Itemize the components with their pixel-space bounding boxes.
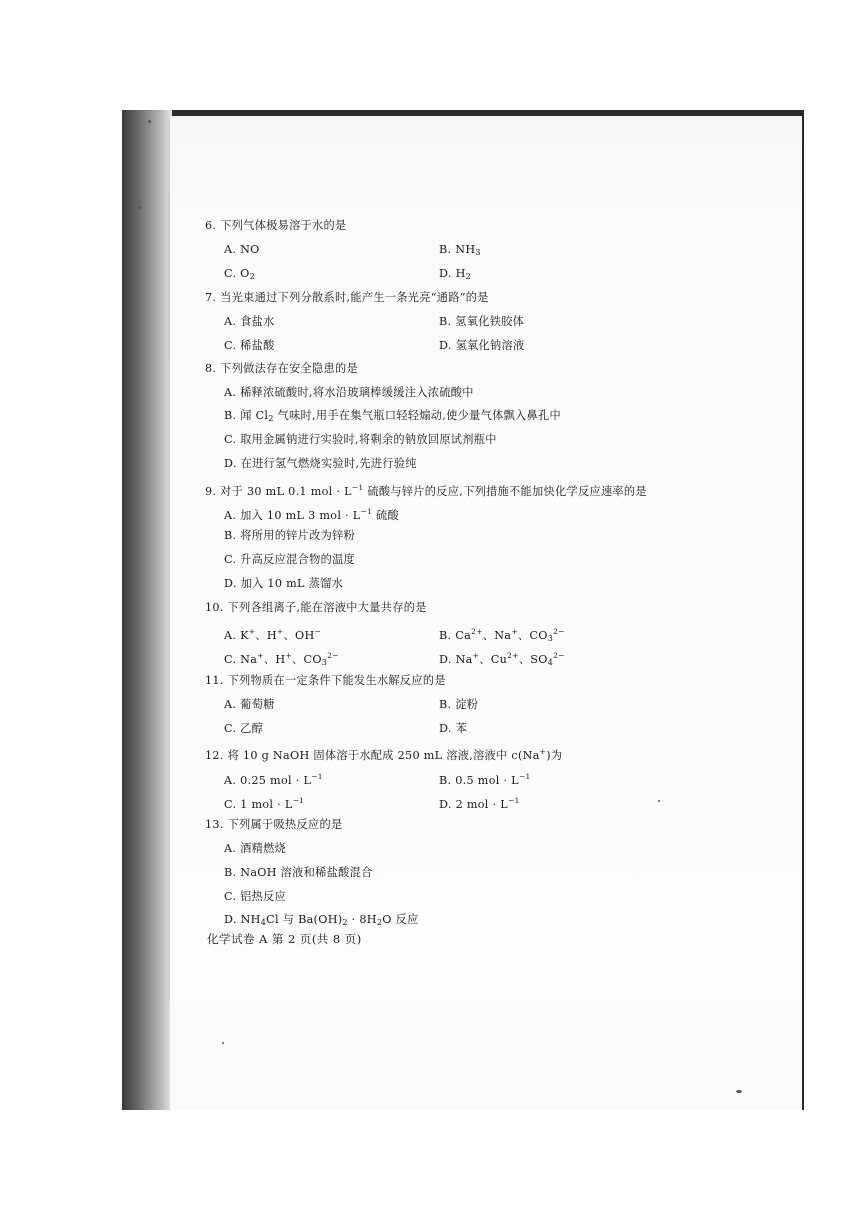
option-12b: B. 0.5 mol · $L^{-1}$ — [439, 772, 531, 787]
option-9a: A. 加入 10 mL 3 mol · $L^{-1}$ 硫酸 — [224, 507, 400, 522]
option-13d: D. $NH_4Cl$ 与 $Ba(OH)_2 \cdot 8H_2O$ 反应 — [224, 913, 419, 927]
option-6d: D. $H_2$ — [439, 267, 472, 281]
question-13 — [205, 818, 342, 832]
question-number: 10. — [205, 601, 224, 614]
option-8a: A. 稀释浓硫酸时,将水沿玻璃棒缓缓注入浓硫酸中 — [224, 386, 474, 399]
scan-speck — [138, 206, 141, 209]
option-10b: B. $Ca^{2+}$、Na+、$CO_3^{2-}$ — [439, 627, 565, 643]
option-12d: D. 2 mol · $L^{-1}$ — [439, 796, 520, 811]
scan-speck — [222, 1042, 224, 1044]
question-number: 13. — [205, 818, 224, 831]
question-number: 12. — [205, 749, 224, 762]
scan-speck — [658, 800, 660, 802]
scan-speck — [148, 120, 151, 123]
question-number: 7. — [205, 291, 217, 304]
question-6 — [205, 219, 347, 233]
question-stem: 将 10 g NaOH 固体溶于水配成 250 mL 溶液,溶液中 c(Na+)为 — [227, 747, 563, 762]
option-11a: A. 葡萄糖 — [224, 698, 275, 711]
option-6b: B. $NH_3$ — [439, 243, 481, 257]
option-11d: D. 苯 — [439, 722, 468, 735]
option-9b: B. 将所用的锌片改为锌粉 — [224, 529, 356, 542]
option-7d: D. 氢氧化钠溶液 — [439, 339, 525, 352]
option-11b: B. 淀粉 — [439, 698, 479, 711]
scan-shadow-edge — [122, 110, 172, 1110]
option-8d: D. 在进行氢气燃烧实验时,先进行验纯 — [224, 457, 417, 470]
option-10c: C. Na+、H+、$CO_3^{2-}$ — [224, 651, 339, 667]
option-11c: C. 乙醇 — [224, 722, 264, 735]
question-9 — [205, 481, 647, 499]
option-6a: A. NO — [224, 243, 260, 256]
option-9d: D. 加入 10 mL 蒸馏水 — [224, 577, 344, 590]
question-stem: 下列气体极易溶于水的是 — [220, 219, 347, 232]
scan-bottom-area — [170, 998, 802, 1110]
page-footer: 化学试卷 A 第 2 页(共 8 页) — [207, 932, 362, 946]
option-7b: B. 氢氧化铁胶体 — [439, 315, 525, 328]
question-stem: 对于 30 mL 0.1 mol · $L^{-1}$ 硫酸与锌片的反应,下列措施不能加快化学反应速率的是 — [220, 483, 647, 498]
option-13a: A. 酒精燃烧 — [224, 842, 287, 855]
question-12 — [205, 745, 562, 763]
option-13b: B. NaOH 溶液和稀盐酸混合 — [224, 866, 373, 879]
question-stem: 下列物质在一定条件下能发生水解反应的是 — [227, 674, 446, 687]
question-number: 11. — [205, 674, 224, 687]
question-8 — [205, 362, 358, 376]
question-stem: 下列做法存在安全隐患的是 — [220, 362, 358, 375]
question-stem: 下列属于吸热反应的是 — [227, 818, 343, 831]
option-10a: A. K+、H+、OH− — [224, 627, 322, 642]
question-7 — [205, 291, 489, 305]
option-13c: C. 铝热反应 — [224, 890, 287, 903]
option-8c: C. 取用金属钠进行实验时,将剩余的钠放回原试剂瓶中 — [224, 433, 497, 446]
option-7a: A. 食盐水 — [224, 315, 275, 328]
question-stem: 下列各组离子,能在溶液中大量共存的是 — [227, 601, 427, 614]
question-number: 9. — [205, 485, 217, 498]
option-8b: B. 闻 $Cl_2$ 气味时,用手在集气瓶口轻轻煽动,使少量气体飘入鼻孔中 — [224, 409, 561, 423]
option-10d: D. Na+、$Cu^{2+}$、$SO_4^{2-}$ — [439, 651, 565, 667]
scan-speck — [736, 1090, 742, 1093]
option-12a: A. 0.25 mol · $L^{-1}$ — [224, 772, 323, 787]
option-7c: C. 稀盐酸 — [224, 339, 275, 352]
question-number: 8. — [205, 362, 217, 375]
question-stem: 当光束通过下列分散系时,能产生一条光亮“通路”的是 — [220, 291, 489, 304]
question-10 — [205, 601, 427, 615]
option-6c: C. $O_2$ — [224, 267, 256, 281]
option-12c: C. 1 mol · $L^{-1}$ — [224, 796, 305, 811]
option-9c: C. 升高反应混合物的温度 — [224, 553, 356, 566]
question-number: 6. — [205, 219, 217, 232]
question-11 — [205, 674, 446, 688]
